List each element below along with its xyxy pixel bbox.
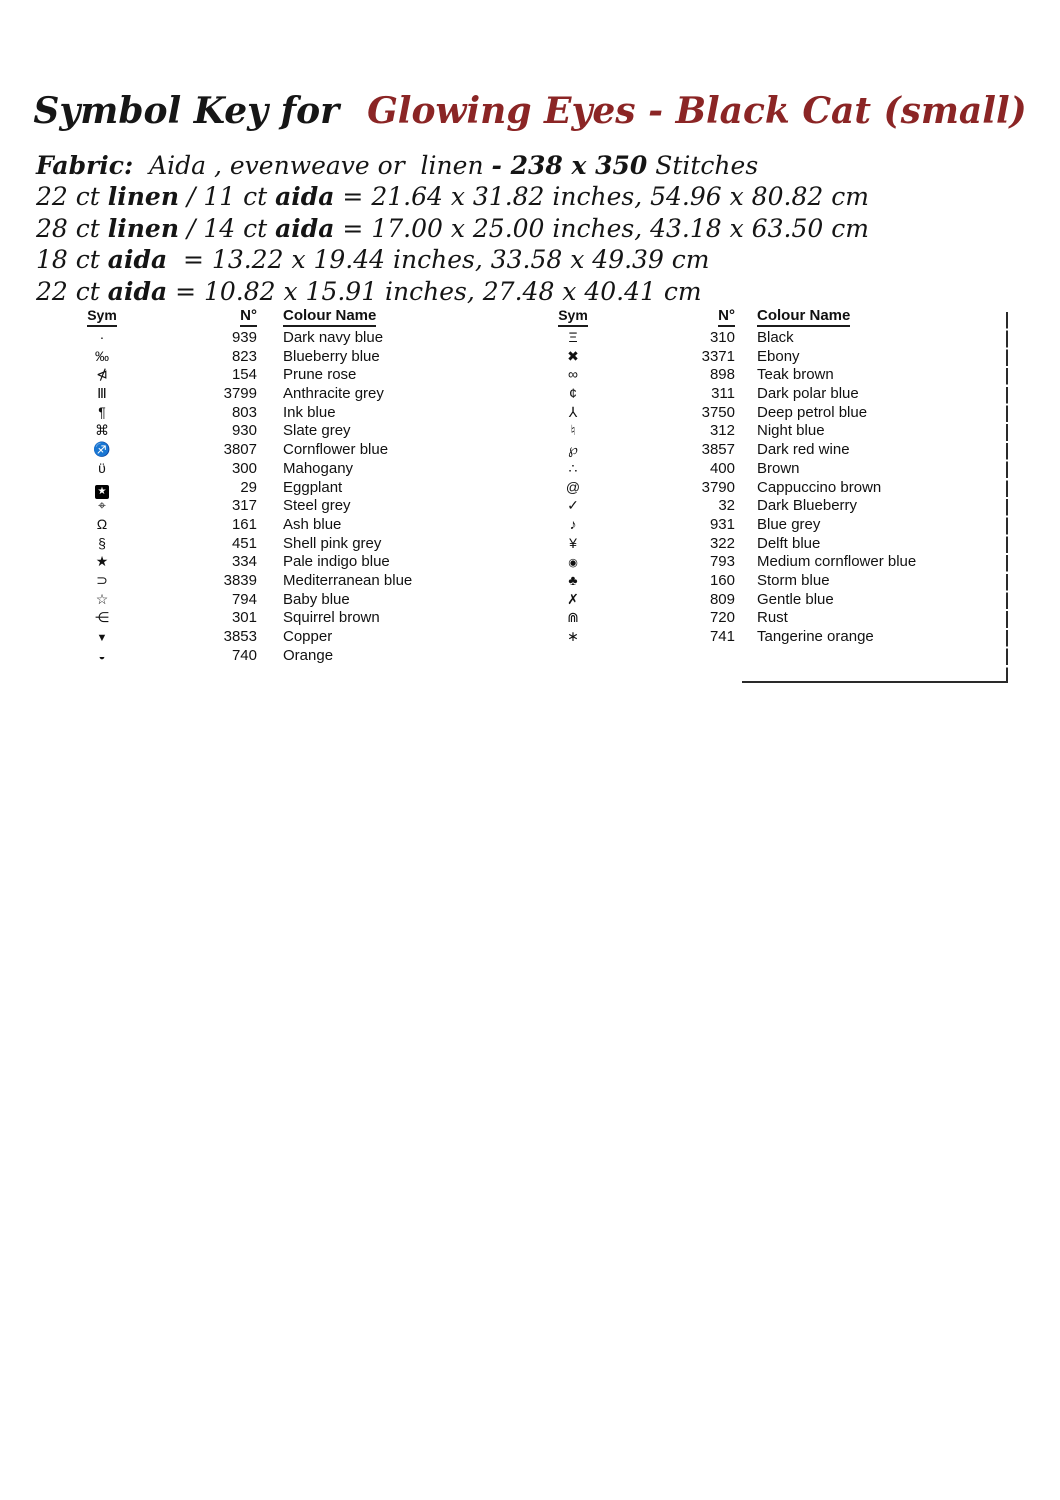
colour-name-cell: Brown <box>757 459 800 477</box>
colour-name-cell: Storm blue <box>757 571 830 589</box>
number-cell: 334 <box>231 553 257 571</box>
symbol-key-table-left <box>70 306 510 664</box>
colour-name-cell: Baby blue <box>283 590 350 608</box>
symbol-cell <box>543 515 603 534</box>
table-row <box>543 590 993 609</box>
table-row <box>543 571 993 590</box>
symbol-cell <box>543 459 603 478</box>
stitch-symbol: ✓ <box>567 497 579 514</box>
symbol-cell <box>70 571 134 590</box>
stitch-symbol: Ω <box>96 515 108 532</box>
colour-name-cell: Dark navy blue <box>283 329 384 346</box>
symbol-cell <box>70 515 134 534</box>
colour-name-cell: Blueberry blue <box>283 347 380 365</box>
colour-name-cell: Steel grey <box>283 497 351 515</box>
table-border-right-line <box>1006 312 1008 682</box>
number-cell: 160 <box>709 571 735 589</box>
table-row <box>70 440 510 459</box>
table-row <box>70 627 510 646</box>
colour-name-cell: Ebony <box>757 347 800 365</box>
stitch-symbol: ⋪ <box>96 366 108 383</box>
stitch-symbol: ‰ <box>95 347 109 364</box>
fabric-line: 28 ct linen / 14 ct aida = 17.00 x 25.00 inches, 43.18 x 63.50 cm <box>36 213 869 243</box>
number-cell: 809 <box>709 590 735 608</box>
number-cell: 898 <box>709 366 735 384</box>
table-row <box>70 552 510 571</box>
table-row <box>543 347 993 366</box>
number-cell: 322 <box>709 534 735 552</box>
table-row <box>543 365 993 384</box>
number-cell: 300 <box>231 459 257 477</box>
symbol-cell <box>70 627 134 648</box>
table-row <box>543 496 993 515</box>
table-row <box>70 534 510 553</box>
symbol-cell <box>70 646 134 667</box>
stitch-symbol: ♪ <box>569 515 577 532</box>
symbol-cell <box>70 347 134 366</box>
table-row <box>70 515 510 534</box>
stitch-symbol: Ξ <box>568 329 578 345</box>
symbol-cell <box>70 608 134 627</box>
stitch-symbol: ¶ <box>98 403 106 420</box>
stitch-symbol: ⅄ <box>568 403 578 420</box>
table-row <box>543 421 993 440</box>
number-cell: 823 <box>231 347 257 365</box>
column-header-sym: Sym <box>543 306 603 327</box>
colour-name-cell: Mahogany <box>283 459 354 477</box>
number-cell: 803 <box>231 403 257 421</box>
colour-name-cell: Ink blue <box>283 403 336 421</box>
stitch-symbol: ♐ <box>93 441 111 458</box>
stitch-symbol: ♣ <box>568 571 578 588</box>
stitch-symbol: ⊃ <box>96 571 108 588</box>
table-row <box>543 478 993 497</box>
number-cell: 3750 <box>701 403 735 421</box>
symbol-cell <box>543 478 603 497</box>
number-cell: 317 <box>231 497 257 515</box>
colour-name-cell: Rust <box>757 609 788 627</box>
number-cell: 3799 <box>223 385 257 403</box>
colour-name-cell: Pale indigo blue <box>283 553 390 571</box>
number-cell: 301 <box>231 609 257 627</box>
stitch-symbol: ⌖ <box>98 497 106 514</box>
colour-name-cell: Black <box>757 329 794 346</box>
colour-name-cell: Deep petrol blue <box>757 403 868 421</box>
stitch-symbol: ✗ <box>567 590 579 607</box>
symbol-cell <box>70 496 134 515</box>
number-cell: 740 <box>231 646 257 664</box>
fabric-line: 22 ct linen / 11 ct aida = 21.64 x 31.82 inches, 54.96 x 80.82 cm <box>36 182 869 212</box>
symbol-cell <box>70 421 134 440</box>
colour-name-cell: Squirrel brown <box>283 609 380 627</box>
symbol-cell <box>543 421 603 440</box>
colour-name-cell: Cornflower blue <box>283 441 389 459</box>
table-row <box>543 552 993 571</box>
stitch-symbol: ★ <box>95 485 109 499</box>
table-row <box>70 608 510 627</box>
table-header-row <box>543 306 993 328</box>
symbol-key-table-right <box>543 306 993 646</box>
symbol-cell <box>70 440 134 459</box>
symbol-cell <box>543 365 603 384</box>
symbol-cell <box>70 403 134 422</box>
table-row <box>70 478 510 497</box>
stitch-symbol: ☆ <box>95 590 109 607</box>
colour-name-cell: Slate grey <box>283 422 351 440</box>
number-cell: 3857 <box>701 441 735 459</box>
number-cell: 741 <box>709 628 735 645</box>
stitch-symbol: ⌘ <box>95 422 109 439</box>
number-cell: 939 <box>231 329 257 346</box>
symbol-cell <box>543 534 603 553</box>
table-row <box>543 534 993 553</box>
fabric-line: 22 ct aida = 10.82 x 15.91 inches, 27.48 x 40.41 cm <box>36 276 702 306</box>
column-header-colour-name: Colour Name <box>735 306 850 327</box>
symbol-cell <box>70 384 134 403</box>
colour-name-cell: Dark red wine <box>757 441 850 459</box>
stitch-symbol: ϋ <box>98 459 106 476</box>
number-cell: 311 <box>711 385 735 403</box>
stitch-symbol: ▼ <box>96 632 108 644</box>
stitch-symbol: ✖ <box>567 347 579 364</box>
table-row <box>70 347 510 366</box>
table-row <box>70 403 510 422</box>
table-row <box>543 440 993 459</box>
number-cell: 451 <box>231 534 257 552</box>
fabric-info <box>36 150 869 307</box>
colour-name-cell: Night blue <box>757 422 825 440</box>
stitch-symbol: ⋒ <box>567 609 579 626</box>
table-row <box>543 403 993 422</box>
number-cell: 793 <box>709 553 735 571</box>
colour-name-cell: Delft blue <box>757 534 821 552</box>
number-cell: 400 <box>709 459 735 477</box>
colour-name-cell: Dark polar blue <box>757 385 859 403</box>
symbol-cell <box>70 534 134 553</box>
symbol-cell <box>543 590 603 609</box>
stitch-symbol: @ <box>565 478 581 495</box>
table-header-row <box>70 306 510 328</box>
stitch-symbol: ∞ <box>568 366 578 383</box>
number-cell: 3371 <box>701 347 735 365</box>
table-row <box>543 459 993 478</box>
symbol-cell <box>543 552 603 573</box>
colour-name-cell: Mediterranean blue <box>283 571 413 589</box>
colour-name-cell: Cappuccino brown <box>757 478 882 496</box>
symbol-cell <box>543 328 603 347</box>
table-row <box>70 590 510 609</box>
number-cell: 3807 <box>223 441 257 459</box>
number-cell: 930 <box>231 422 257 440</box>
number-cell: 3853 <box>223 628 257 645</box>
table-row <box>543 627 993 646</box>
stitch-symbol: ♮ <box>570 422 576 439</box>
number-cell: 29 <box>240 478 257 496</box>
colour-name-cell: Tangerine orange <box>757 628 874 645</box>
symbol-cell <box>543 496 603 515</box>
number-cell: 931 <box>709 515 735 533</box>
colour-name-cell: Orange <box>283 646 334 664</box>
colour-name-cell: Blue grey <box>757 515 821 533</box>
colour-name-cell: Eggplant <box>283 478 343 496</box>
number-cell: 312 <box>709 422 735 440</box>
stitch-symbol: ¥ <box>569 534 577 551</box>
table-border-bottom-line <box>742 681 1008 683</box>
stitch-symbol: ∴ <box>568 459 578 476</box>
number-cell: 794 <box>231 590 257 608</box>
stitch-symbol: ◉ <box>568 557 578 570</box>
stitch-symbol: ℘ <box>568 441 578 458</box>
symbol-cell <box>543 347 603 366</box>
symbol-cell <box>70 328 134 347</box>
colour-name-cell: Prune rose <box>283 366 357 384</box>
table-row <box>70 646 510 665</box>
table-row <box>543 384 993 403</box>
number-cell: 310 <box>709 329 735 346</box>
table-row <box>543 515 993 534</box>
fabric-line: Fabric: Aida , evenweave or linen - 238 x 350 Stitches <box>36 151 759 180</box>
table-row <box>70 328 510 347</box>
table-row <box>70 421 510 440</box>
symbol-cell <box>70 552 134 571</box>
table-row <box>70 384 510 403</box>
page-title <box>0 90 1060 132</box>
colour-name-cell: Anthracite grey <box>283 385 384 403</box>
number-cell: 161 <box>231 515 257 533</box>
colour-name-cell: Ash blue <box>283 515 342 533</box>
colour-name-cell: Teak brown <box>757 366 834 384</box>
symbol-cell <box>70 459 134 478</box>
column-header-colour-name: Colour Name <box>257 306 376 327</box>
table-row <box>70 365 510 384</box>
colour-name-cell: Dark Blueberry <box>757 497 858 515</box>
title-pattern-name: Glowing Eyes - Black Cat (small) <box>367 90 1027 132</box>
stitch-symbol: Ⅲ <box>97 385 107 402</box>
symbol-cell <box>543 403 603 422</box>
stitch-symbol: ★ <box>95 553 109 570</box>
symbol-cell <box>543 571 603 590</box>
table-row <box>70 459 510 478</box>
stitch-symbol: ◒ <box>98 650 106 663</box>
table-row <box>70 496 510 515</box>
symbol-cell <box>70 590 134 609</box>
symbol-cell <box>543 608 603 627</box>
table-row <box>543 608 993 627</box>
stitch-symbol: ⋲ <box>95 609 109 626</box>
symbol-cell <box>543 384 603 403</box>
colour-name-cell: Gentle blue <box>757 590 834 608</box>
number-cell: 32 <box>718 497 735 515</box>
number-cell: 3839 <box>223 571 257 589</box>
symbol-cell <box>543 627 603 646</box>
colour-name-cell: Medium cornflower blue <box>757 553 917 571</box>
column-header-number: N° <box>134 306 257 327</box>
colour-name-cell: Shell pink grey <box>283 534 382 552</box>
table-row <box>543 328 993 347</box>
symbol-cell <box>70 365 134 384</box>
number-cell: 3790 <box>701 478 735 496</box>
stitch-symbol: · <box>99 329 105 345</box>
column-header-sym: Sym <box>70 306 134 327</box>
stitch-symbol: ¢ <box>569 385 577 402</box>
stitch-symbol: § <box>98 534 106 551</box>
number-cell: 720 <box>709 609 735 627</box>
colour-name-cell: Copper <box>283 628 333 645</box>
table-row <box>70 571 510 590</box>
symbol-cell <box>543 440 603 459</box>
number-cell: 154 <box>231 366 257 384</box>
stitch-symbol: ∗ <box>567 628 579 644</box>
column-header-number: N° <box>603 306 735 327</box>
title-prefix: Symbol Key for <box>33 90 340 132</box>
fabric-line: 18 ct aida = 13.22 x 19.44 inches, 33.58 x 49.39 cm <box>36 245 710 275</box>
